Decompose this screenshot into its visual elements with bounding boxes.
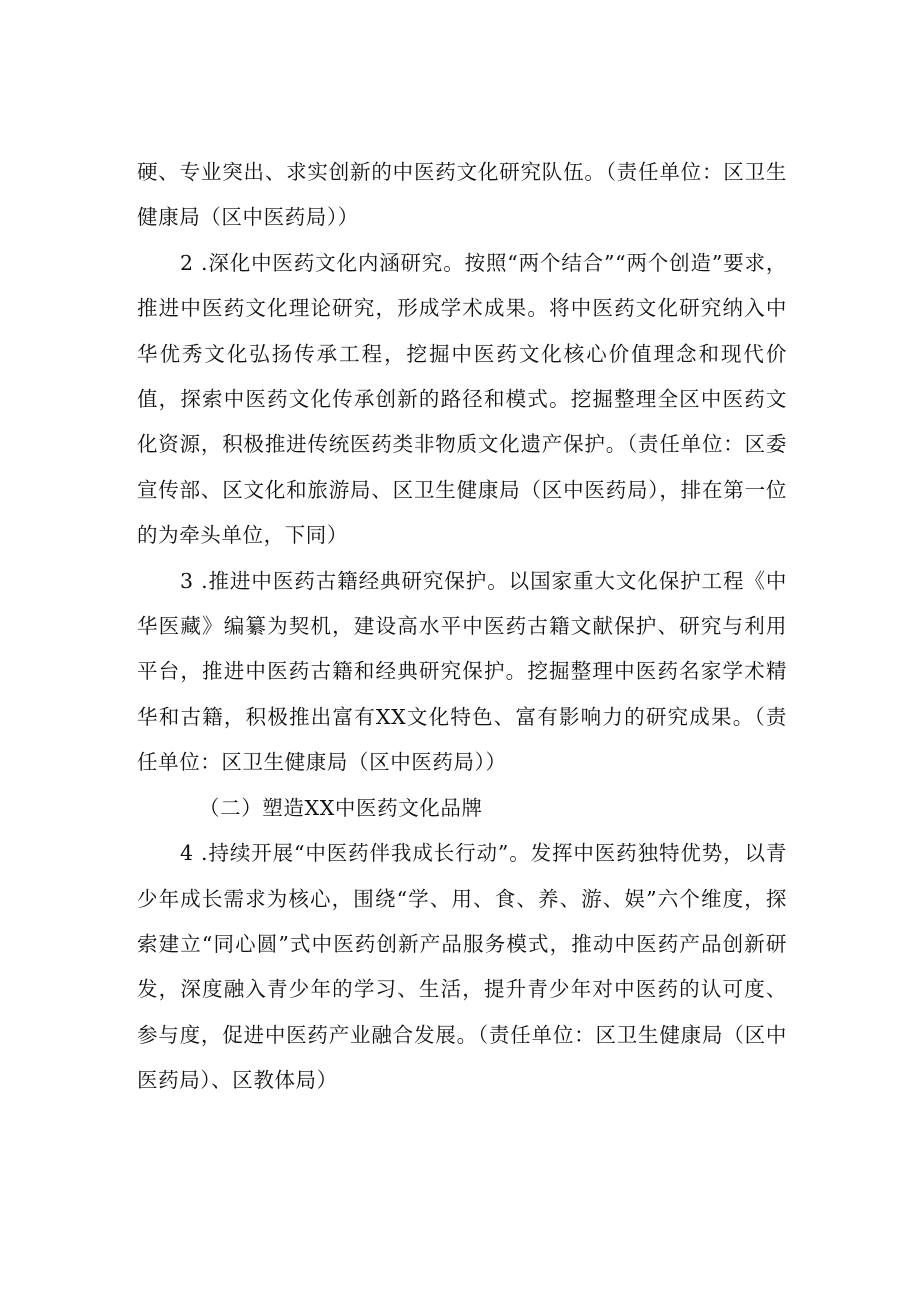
paragraph-item-2: 2 .深化中医药文化内涵研究。按照“两个结合”“两个创造”要求，推进中医药文化理论研究，形成学术成果。将中医药文化研究纳入中华优秀文化弘扬传承工程，挖掘中医药文化核心价值理念和现代价值，探索中医药文化传承创新的路径和模式。挖掘整理全区中医药文化资源，积极推进传统医药类非物质文化遗产保护。（责任单位：区委宣传部、区文化和旅游局、区卫生健康局（区中医药局），排在第一位的为牵头单位，下同） xyxy=(137,250,787,548)
paragraph-item-4: 4 .持续开展“中医药伴我成长行动”。发挥中医药独特优势，以青少年成长需求为核心，围绕“学、用、食、养、游、娱”六个维度，探索建立“同心圆”式中医药创新产品服务模式，推动中医药产品创新研发，深度融入青少年的学习、生活，提升青少年对中医药的认可度、参与度，促进中医药产业融合发展。（责任单位：区卫生健康局（区中医药局）、区教体局） xyxy=(137,841,787,1093)
paragraph-continuation: 硬、专业突出、求实创新的中医药文化研究队伍。（责任单位：区卫生健康局（区中医药局）） xyxy=(137,160,787,230)
document-body xyxy=(137,150,787,1104)
section-heading: （二）塑造XX中医药文化品牌 xyxy=(199,795,483,820)
paragraph-item-3: 3 .推进中医药古籍经典研究保护。以国家重大文化保护工程《中华医藏》编纂为契机，建设高水平中医药古籍文献保护、研究与利用平台，推进中医药古籍和经典研究保护。挖掘整理中医药名家学术精华和古籍，积极推出富有XX文化特色、富有影响力的研究成果。（责任单位：区卫生健康局（区中医药局）） xyxy=(137,568,787,775)
